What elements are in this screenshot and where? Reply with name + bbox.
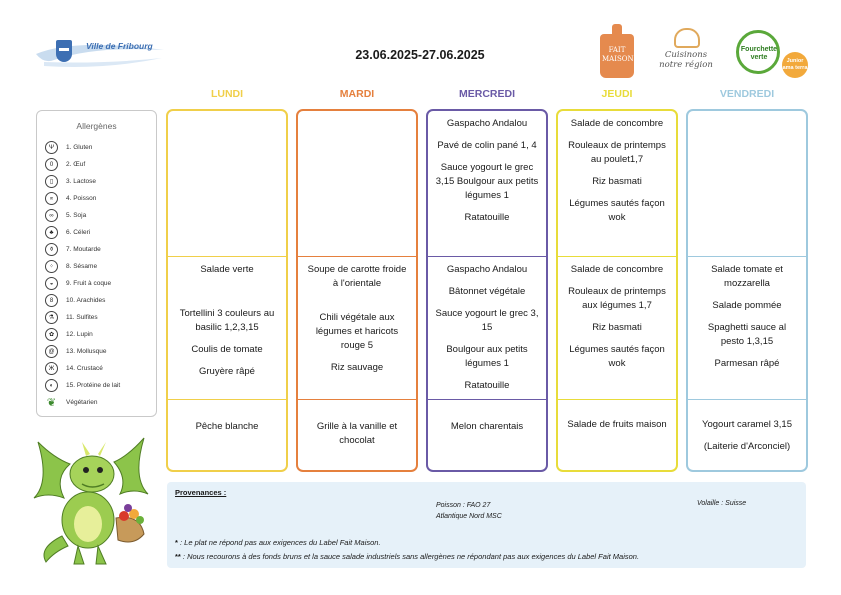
dish: Chili végétale aux légumes et haricots rouge 5 [315, 312, 399, 351]
menu-section-2 [298, 256, 416, 399]
dish: Soupe de carotte froide à l'orientale [307, 264, 407, 289]
dish: Légumes sautés façon wok [569, 198, 665, 223]
menu-section-1 [168, 111, 286, 256]
day-column-lundi [166, 109, 288, 472]
day-header-mercredi: MERCREDI [458, 88, 515, 100]
fait-maison-text: FAIT MAISON [602, 46, 634, 63]
footnote-text: : Le plat ne répond pas aux exigences du Label Fait Maison. [180, 538, 381, 547]
allergen-item: ⁘ 8. Sésame [45, 258, 148, 275]
provenance-poisson [436, 500, 502, 522]
dish: Pavé de colin pané 1, 4 [437, 140, 537, 151]
fish-icon: ∝ [45, 192, 58, 205]
soy-icon: ∞ [45, 209, 58, 222]
menu-section-dessert [168, 399, 286, 472]
date-range: 23.06.2025-27.06.2025 [355, 48, 485, 62]
dish: Salade pommée [712, 300, 782, 311]
dish: Gruyère râpé [199, 366, 255, 377]
menu-section-dessert [298, 399, 416, 472]
mollusc-icon: @ [45, 345, 58, 358]
allergen-item: ∞ 5. Soja [45, 207, 148, 224]
menu-section-1 [298, 111, 416, 256]
dish: (Laiterie d'Arconciel) [703, 441, 791, 452]
egg-icon: 0 [45, 158, 58, 171]
menu-section-2 [428, 256, 546, 399]
dish: Bâtonnet végétale [448, 286, 526, 297]
menu-section-2 [168, 256, 286, 399]
dragon-mascot-icon [24, 428, 158, 568]
menu-section-2 [688, 256, 806, 399]
lupin-icon: ✿ [45, 328, 58, 341]
dish: Salade de concombre [570, 118, 664, 129]
allergen-item: 0 2. Œuf [45, 156, 148, 173]
provenances-title: Provenances : [175, 488, 227, 497]
nut-icon: ◒ [45, 277, 58, 290]
dish: Sauce yogourt le grec 3,15 Boulgour aux petits légumes 1 [435, 162, 539, 201]
allergen-item: @ 13. Mollusque [45, 343, 148, 360]
provenances-box [167, 482, 806, 568]
dish: Coulis de tomate [191, 344, 263, 355]
dish: Salade de concombre [570, 264, 664, 275]
allergen-legend-title: Allergènes [76, 121, 117, 131]
allergen-item: ▯ 3. Lactose [45, 173, 148, 190]
provenance-poisson-line2: Atlantique Nord MSC [436, 513, 502, 520]
dish: Boulgour aux petits légumes 1 [446, 344, 528, 369]
menu-section-1 [428, 111, 546, 256]
footnote-mark: * [175, 538, 181, 547]
footnote-fait-maison [175, 538, 381, 547]
dish: Sauce yogourt le grec 3, 15 [435, 308, 539, 333]
allergen-item: Ψ 1. Gluten [45, 139, 148, 156]
fourchette-text: Fourchette verte [740, 46, 778, 61]
dish: Rouleaux de printemps aux légumes 1,7 [568, 286, 666, 311]
menu-section-1 [688, 111, 806, 256]
day-column-vendredi [686, 109, 808, 472]
sesame-icon: ⁘ [45, 260, 58, 273]
dish: Gaspacho Andalou [446, 264, 528, 275]
provenance-poisson-line1: Poisson : FAO 27 [436, 502, 491, 509]
menu-section-2 [558, 256, 676, 399]
footnote-text: : Nous recourons à des fonds bruns et la sauce salade industriels sans allergènes ne répondant pas aux exigences du Label Fait Maison. [182, 552, 640, 561]
allergen-item: ∝ 4. Poisson [45, 190, 148, 207]
dish: Riz basmati [592, 176, 642, 187]
menu-section-1 [558, 111, 676, 256]
crustacean-icon: Ж [45, 362, 58, 375]
dish: Légumes sautés façon wok [569, 344, 665, 369]
dish: Melon charentais [450, 421, 524, 432]
fourchette-badge: Junior ama terra [782, 52, 808, 78]
allergen-legend [36, 110, 157, 417]
wheat-icon: Ψ [45, 141, 58, 154]
day-column-mercredi [426, 109, 548, 472]
fait-maison-logo [600, 24, 634, 78]
day-header-lundi: LUNDI [210, 88, 244, 100]
celery-icon: ♣ [45, 226, 58, 239]
dish: Tortellini 3 couleurs au basilic 1,2,3,15 [179, 308, 275, 333]
city-shield-icon [56, 40, 72, 62]
dish: Riz sauvage [330, 362, 384, 373]
peanut-icon: 8 [45, 294, 58, 307]
dish: Pêche blanche [195, 421, 259, 432]
allergen-item: Ж 14. Crustacé [45, 360, 148, 377]
day-column-jeudi [556, 109, 678, 472]
cuisinons-text: Cuisinons notre région [659, 50, 713, 70]
leaf-icon: ❦ [46, 397, 57, 409]
chef-hat-icon [674, 28, 700, 48]
footnote-mark: ** [175, 552, 183, 561]
footnote-fonds-bruns [175, 552, 639, 561]
dish: Salade tomate et mozzarella [711, 264, 783, 289]
allergen-item: ⚗ 11. Sulfites [45, 309, 148, 326]
dish: Salade de fruits maison [567, 419, 667, 430]
dish: Rouleaux de printemps au poulet1,7 [568, 140, 666, 165]
allergen-item: ◐ 15. Protéine de lait [45, 377, 148, 394]
dish: Ratatouille [464, 212, 510, 223]
menu-section-dessert [688, 399, 806, 472]
dish: Ratatouille [464, 380, 510, 391]
dish: Grille à la vanille et chocolat [316, 421, 398, 446]
allergen-item: 8 10. Arachides [45, 292, 148, 309]
cuisinons-logo [658, 28, 714, 78]
dish: Parmesan râpé [714, 358, 780, 369]
milk-icon: ▯ [45, 175, 58, 188]
allergen-item: ✿ 12. Lupin [45, 326, 148, 343]
city-logo [34, 36, 166, 70]
allergen-item: ⚱ 7. Moutarde [45, 241, 148, 258]
dish: Riz basmati [592, 322, 642, 333]
menu-section-dessert [428, 399, 546, 472]
day-header-jeudi: JEUDI [601, 88, 633, 100]
dish: Spaghetti sauce al pesto 1,3,15 [707, 322, 787, 347]
dish: Gaspacho Andalou [446, 118, 528, 129]
dish: Salade verte [200, 264, 254, 275]
sulphite-icon: ⚗ [45, 311, 58, 324]
allergen-item: ❦ Végétarien [46, 397, 98, 409]
day-header-vendredi: VENDREDI [719, 88, 775, 100]
city-logo-text: Ville de Fribourg [86, 41, 153, 51]
mustard-icon: ⚱ [45, 243, 58, 256]
allergen-item: ◒ 9. Fruit à coque [45, 275, 148, 292]
provenance-volaille: Volaille : Suisse [697, 500, 747, 507]
fourchette-verte-logo [732, 26, 808, 80]
day-column-mardi [296, 109, 418, 472]
day-header-mardi: MARDI [339, 88, 375, 100]
milk-protein-icon: ◐ [45, 379, 58, 392]
allergen-item: ♣ 6. Céleri [45, 224, 148, 241]
menu-section-dessert [558, 399, 676, 472]
dish: Yogourt caramel 3,15 [702, 419, 792, 430]
